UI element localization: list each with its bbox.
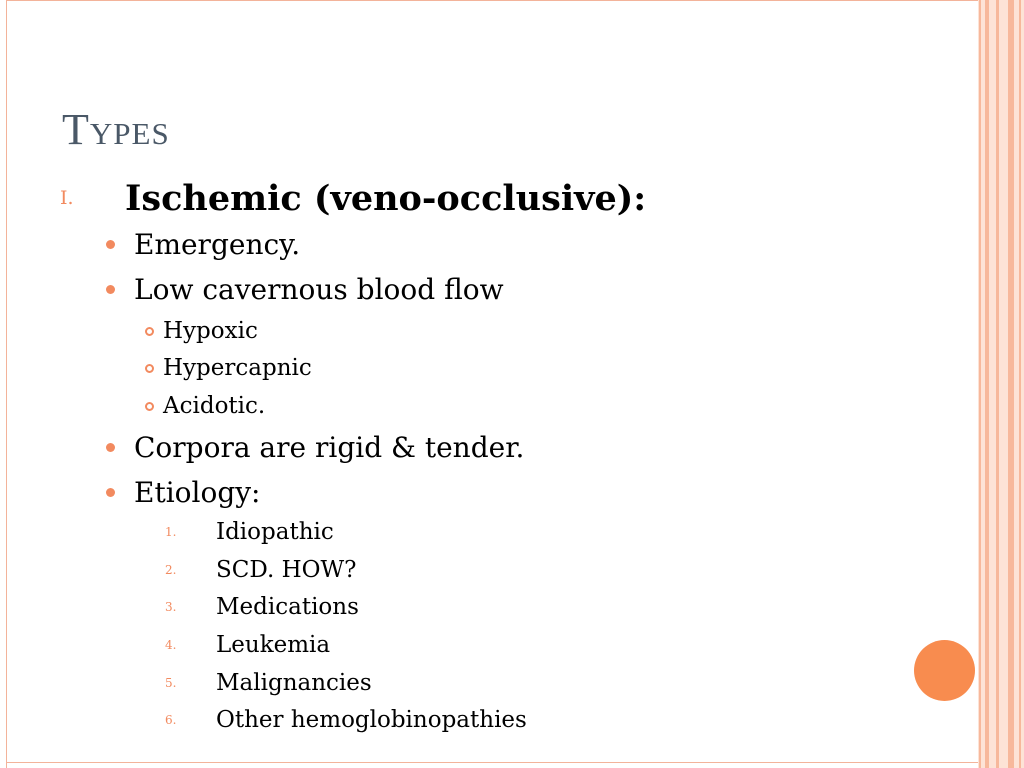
bullet-text: Corpora are rigid & tender. bbox=[134, 431, 525, 464]
bullet-dot-icon bbox=[106, 240, 115, 249]
bullet-dot-icon bbox=[106, 285, 115, 294]
list-number: 6. bbox=[165, 713, 177, 727]
right-stripe-line-5 bbox=[1019, 0, 1021, 768]
bullet-item bbox=[106, 476, 261, 509]
right-stripe-line-1 bbox=[979, 0, 981, 768]
decorative-circle bbox=[914, 640, 975, 701]
section-heading: Ischemic (veno-occlusive): bbox=[125, 177, 647, 219]
numbered-item-text: Leukemia bbox=[216, 632, 331, 658]
numbered-item bbox=[165, 557, 356, 583]
numbered-item-text: SCD. HOW? bbox=[216, 557, 357, 583]
sub-bullet-text: Hypoxic bbox=[163, 318, 258, 344]
top-border-line bbox=[6, 0, 996, 1]
right-stripe-line-4 bbox=[1008, 0, 1014, 768]
right-stripe-line-2 bbox=[985, 0, 989, 768]
bullet-item bbox=[106, 273, 504, 306]
ring-bullet-icon bbox=[145, 402, 154, 411]
sub-bullet-text: Acidotic. bbox=[163, 393, 266, 419]
numbered-item bbox=[165, 707, 527, 733]
bullet-item bbox=[106, 228, 300, 261]
roman-numeral-marker: I. bbox=[60, 187, 74, 209]
ring-bullet-icon bbox=[145, 364, 154, 373]
left-border-line bbox=[6, 0, 7, 768]
sub-bullet-item bbox=[145, 355, 312, 381]
numbered-item bbox=[165, 670, 372, 696]
list-number: 2. bbox=[165, 563, 177, 577]
numbered-item bbox=[165, 632, 330, 658]
numbered-item-text: Other hemoglobinopathies bbox=[216, 707, 527, 733]
bullet-text: Emergency. bbox=[134, 228, 301, 261]
numbered-item-text: Idiopathic bbox=[216, 519, 334, 545]
heading-row bbox=[60, 174, 646, 222]
list-number: 5. bbox=[165, 676, 177, 690]
bullet-item bbox=[106, 431, 524, 464]
sub-bullet-item bbox=[145, 318, 258, 344]
bullet-text: Etiology: bbox=[134, 476, 261, 509]
list-number: 4. bbox=[165, 638, 177, 652]
sub-bullet-item bbox=[145, 393, 265, 419]
slide-title: Types bbox=[62, 105, 170, 154]
bottom-border-line bbox=[6, 762, 996, 763]
right-stripe-line-3 bbox=[996, 0, 999, 768]
numbered-item bbox=[165, 594, 359, 620]
bullet-dot-icon bbox=[106, 443, 115, 452]
bullet-dot-icon bbox=[106, 488, 115, 497]
sub-bullet-text: Hypercapnic bbox=[163, 355, 312, 381]
numbered-item-text: Medications bbox=[216, 594, 359, 620]
ring-bullet-icon bbox=[145, 327, 154, 336]
list-number: 3. bbox=[165, 600, 177, 614]
numbered-item-text: Malignancies bbox=[216, 670, 372, 696]
numbered-item bbox=[165, 519, 334, 545]
bullet-text: Low cavernous blood flow bbox=[134, 273, 504, 306]
list-number: 1. bbox=[165, 525, 177, 539]
